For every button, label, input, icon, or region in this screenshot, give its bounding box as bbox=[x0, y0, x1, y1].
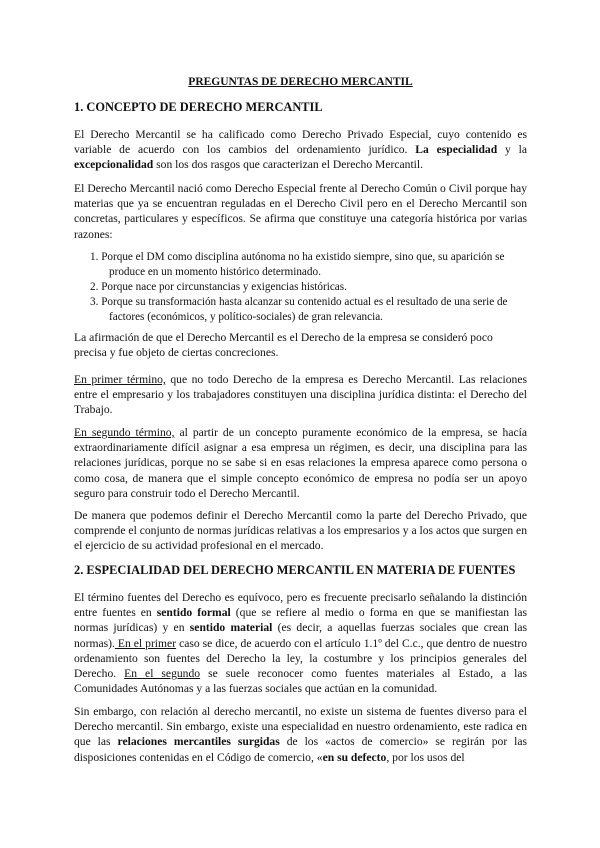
bold-term-excepcionalidad: excepcionalidad bbox=[74, 158, 154, 172]
underlined-term: En el segundo bbox=[124, 667, 201, 681]
list-item: 3. Porque su transformación hasta alcanzar su contenido actual es el resultado de una serie de factores (económicos, y político-sociales) de gran relevancia. bbox=[90, 296, 508, 323]
text-run: , por los usos del bbox=[386, 750, 465, 764]
section-2-heading: 2. ESPECIALIDAD DEL DERECHO MERCANTIL EN MATERIA DE FUENTES bbox=[74, 563, 516, 577]
section-1-paragraph-5 bbox=[74, 425, 527, 501]
text-run: que no todo Derecho de la empresa es Derecho Mercantil. Las relaciones entre el empresario y los trabajadores constituyen una disciplina jurídica distinta: el Derecho del Trabajo. bbox=[74, 373, 527, 417]
section-2-paragraph-2 bbox=[74, 704, 527, 765]
text-run: y la bbox=[497, 143, 528, 157]
list-item: 1. Porque el DM como disciplina autónoma no ha existido siempre, sino que, su aparición se produce en un momento histórico determinado. bbox=[90, 251, 505, 278]
bold-term-sentido-formal: sentido formal bbox=[156, 606, 231, 620]
list-item: 2. Porque nace por circunstancias y exigencias históricas. bbox=[90, 281, 347, 293]
underlined-term: En segundo término, bbox=[74, 426, 175, 439]
text-run: (que se refiere al medio o forma en que se manifiestan las normas jurídicas) y en bbox=[74, 606, 527, 635]
text-run: (es decir, a aquellas fuerzas sociales que crean las normas). bbox=[74, 621, 527, 650]
section-1-paragraph-1 bbox=[74, 127, 527, 173]
bold-term-relaciones: relaciones mercantiles surgidas bbox=[117, 735, 280, 749]
text-run: se suele reconocer como fuentes materiales al Estado, a las Comunidades Autónomas y a las fuerzas sociales que actúan en la comunidad. bbox=[74, 667, 528, 696]
bold-term-en-su-defecto: en su defecto bbox=[322, 750, 387, 764]
section-1-paragraph-4 bbox=[74, 372, 527, 418]
bold-term-sentido-material: sentido material bbox=[189, 621, 273, 635]
text-run: al partir de un concepto puramente económico de la empresa, se hacía extraordinariamente difícil asignar a esa empresa un régimen, es decir, una disciplina para las relaciones jurídicas, porque no se sabe si en esas relaciones la empresa aparece como persona o como cosa, de manera que el simple concepto económico de empresa no podía ser un apoyo seguro para construir todo el Derecho Mercantil. bbox=[74, 426, 527, 500]
section-1-paragraph-3: La afirmación de que el Derecho Mercantil es el Derecho de la empresa se consideró poco precisa y fue objeto de ciertas concreciones. bbox=[74, 331, 493, 360]
bold-term-especialidad: La especialidad bbox=[415, 143, 498, 157]
section-1-paragraph-6: De manera que podemos definir el Derecho Mercantil como la parte del Derecho Privado, que comprende el conjunto de normas jurídicas relativas a los empresarios y a los actos que surgen en el ejercicio de su actividad profesional en el mercado. bbox=[74, 509, 527, 553]
underlined-term: En el primer bbox=[114, 636, 177, 650]
text-run: El Derecho Mercantil se ha calificado como Derecho Privado Especial, cuyo contenido es variable de acuerdo con los cambios del ordenamiento jurídico. bbox=[74, 128, 527, 157]
section-2-paragraph-1 bbox=[74, 590, 527, 696]
reasons-list bbox=[74, 250, 527, 325]
text-run: El término fuentes del Derecho es equívoco, pero es frecuente precisarlo señalando la distinción entre fuentes en bbox=[74, 591, 527, 620]
text-run: son los dos rasgos que caracterizan el Derecho Mercantil. bbox=[153, 158, 424, 172]
document-title: PREGUNTAS DE DERECHO MERCANTIL bbox=[188, 76, 413, 88]
text-run: Sin embargo, con relación al derecho mercantil, no existe un sistema de fuentes diverso para el Derecho mercantil. Sin embargo, existe una especialidad en nuestro ordenamiento, este radica en que las bbox=[74, 705, 527, 749]
underlined-term: En primer término, bbox=[74, 373, 166, 386]
section-1-paragraph-2: El Derecho Mercantil nació como Derecho Especial frente al Derecho Común o Civil porque hay materias que ya se encuentran reguladas en el Derecho Civil pero en el Derecho Mercantil son concretas, particulares y específicos. Se afirma que constituye una categoría histórica por varias razones: bbox=[74, 182, 527, 241]
text-run: caso se dice, de acuerdo con el artículo 1.1º del C.c., que dentro de nuestro ordenamiento son fuentes del Derecho la ley, la costumbre y los principios generales del Derecho. bbox=[74, 636, 527, 681]
text-run: de los «actos de comercio» se regirán por las disposiciones contenidas en el Código de comercio, « bbox=[74, 735, 528, 764]
section-1-heading: 1. CONCEPTO DE DERECHO MERCANTIL bbox=[74, 100, 323, 114]
